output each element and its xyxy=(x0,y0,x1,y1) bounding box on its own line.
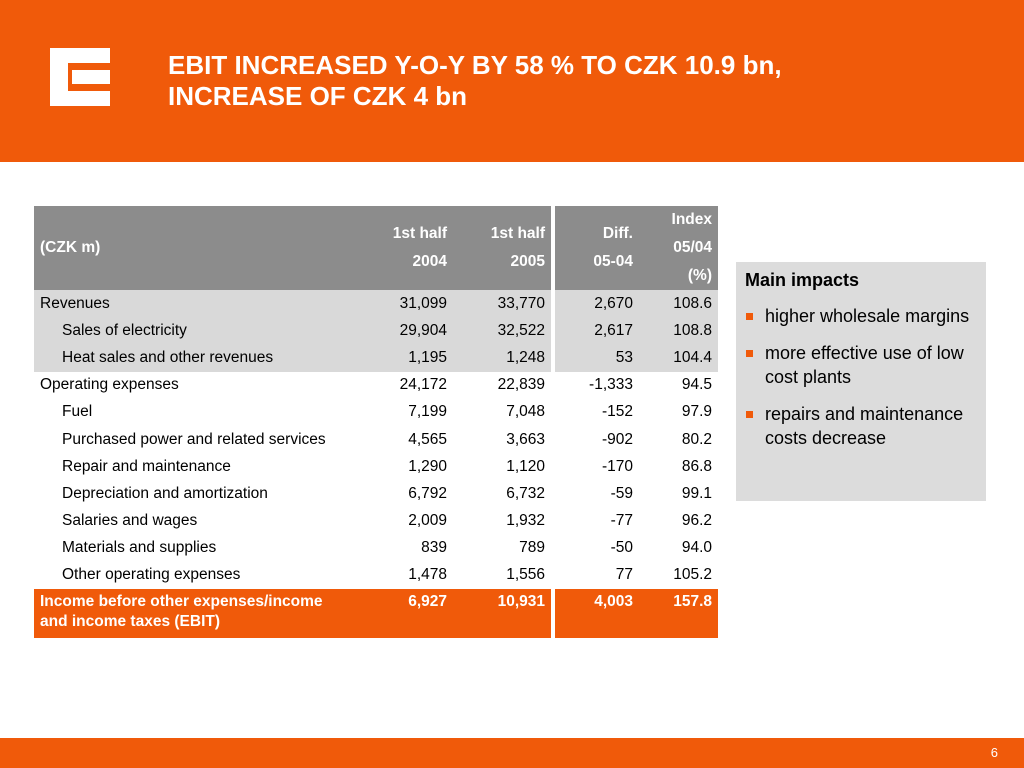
table-row xyxy=(34,535,718,562)
list-item xyxy=(745,341,976,389)
unit-label-header: (CZK m) xyxy=(34,206,369,290)
row-label: Other operating expenses xyxy=(62,566,241,584)
row-label: Materials and supplies xyxy=(62,539,217,557)
row-label: Sales of electricity xyxy=(34,317,369,344)
row-label: Fuel xyxy=(62,403,93,421)
cell-value: 94.0 xyxy=(681,539,712,557)
impact-text: more effective use of low cost plants xyxy=(765,343,964,387)
cell-value: 1,478 xyxy=(408,566,447,584)
cell-value: 1,556 xyxy=(506,566,545,584)
column-header-line: Diff. xyxy=(602,225,633,242)
row-label: Purchased power and related services xyxy=(62,430,326,448)
cell-value: -152 xyxy=(553,399,639,426)
cell-value: 97.9 xyxy=(681,403,712,421)
square-bullet-icon xyxy=(746,411,753,418)
cell-value: 22,839 xyxy=(497,376,545,394)
column-header-diff xyxy=(553,206,639,290)
row-label: Revenues xyxy=(34,290,369,317)
cell-value: -1,333 xyxy=(553,372,639,399)
row-label: Salaries and wages xyxy=(62,512,198,530)
cell-value: -170 xyxy=(553,453,639,480)
cell-value: 108.6 xyxy=(639,290,718,317)
cell-value: 1,248 xyxy=(453,344,553,371)
cell-value: -59 xyxy=(553,480,639,507)
table-row xyxy=(34,508,718,535)
list-item xyxy=(745,304,976,328)
table-row xyxy=(34,344,718,371)
cell-value: 31,099 xyxy=(369,290,453,317)
column-header-index xyxy=(639,206,718,290)
cez-logo-icon xyxy=(50,48,110,106)
column-header-line: (%) xyxy=(687,267,712,284)
table-row xyxy=(34,290,718,317)
header-banner xyxy=(0,0,1024,162)
cell-value: 86.8 xyxy=(681,457,712,475)
cell-value: 3,663 xyxy=(506,430,545,448)
cell-value: 7,048 xyxy=(506,403,545,421)
cell-value: 1,195 xyxy=(369,344,453,371)
cell-value: 80.2 xyxy=(681,430,712,448)
row-label: Operating expenses xyxy=(40,376,179,394)
cell-value: 2,617 xyxy=(553,317,639,344)
cell-value: -902 xyxy=(553,426,639,453)
column-header-line: 05-04 xyxy=(593,253,633,270)
column-header-h1-2004 xyxy=(369,206,453,290)
square-bullet-icon xyxy=(746,350,753,357)
total-value: 4,003 xyxy=(553,589,639,638)
total-value: 157.8 xyxy=(639,589,718,638)
ebit-total-row xyxy=(34,589,718,638)
row-label: Heat sales and other revenues xyxy=(34,344,369,371)
cell-value: -50 xyxy=(553,535,639,562)
cell-value: 105.2 xyxy=(673,566,712,584)
cell-value: 789 xyxy=(519,539,545,557)
page-number: 6 xyxy=(990,745,998,760)
cell-value: 6,792 xyxy=(408,484,447,502)
row-label: Repair and maintenance xyxy=(62,457,231,475)
column-header-line: Index xyxy=(671,211,712,228)
logo-top-bar xyxy=(50,48,110,63)
total-label-line-1: Income before other expenses/income xyxy=(40,593,323,611)
impacts-title: Main impacts xyxy=(745,270,860,290)
slide-title xyxy=(168,50,988,112)
total-label-line-2: and income taxes (EBIT) xyxy=(40,613,221,631)
column-header-h1-2005 xyxy=(453,206,553,290)
cell-value: 32,522 xyxy=(453,317,553,344)
table-row xyxy=(34,317,718,344)
cell-value: 77 xyxy=(553,562,639,589)
cell-value: 2,670 xyxy=(553,290,639,317)
table-row xyxy=(34,372,718,399)
cell-value: 1,932 xyxy=(506,512,545,530)
total-value: 6,927 xyxy=(369,589,453,638)
column-header-line: 2004 xyxy=(412,253,447,270)
row-label: Depreciation and amortization xyxy=(62,484,268,502)
square-bullet-icon xyxy=(746,313,753,320)
impact-text: repairs and maintenance costs decrease xyxy=(765,404,964,448)
main-impacts-panel xyxy=(736,262,986,501)
cell-value: 6,732 xyxy=(506,484,545,502)
total-value: 10,931 xyxy=(453,589,553,638)
cell-value: 33,770 xyxy=(453,290,553,317)
income-statement-table xyxy=(34,206,718,638)
column-header-line: 05/04 xyxy=(673,239,712,256)
cell-value: 1,290 xyxy=(408,457,447,475)
column-header-line: 2005 xyxy=(510,253,545,270)
cell-value: 94.5 xyxy=(681,376,712,394)
table-row xyxy=(34,480,718,507)
list-item xyxy=(745,402,976,450)
footer-bar xyxy=(0,738,1024,768)
cell-value: 24,172 xyxy=(399,376,447,394)
logo-middle-bar xyxy=(72,70,110,84)
logo-bottom-bar xyxy=(50,91,110,106)
cell-value: 29,904 xyxy=(369,317,453,344)
title-line-2: INCREASE OF CZK 4 bn xyxy=(168,81,468,111)
cell-value: 1,120 xyxy=(506,457,545,475)
column-header-line: 1st half xyxy=(392,225,447,242)
table-row xyxy=(34,562,718,589)
cell-value: 7,199 xyxy=(408,403,447,421)
cell-value: -77 xyxy=(553,508,639,535)
table-row xyxy=(34,426,718,453)
table-row xyxy=(34,453,718,480)
cell-value: 2,009 xyxy=(408,512,447,530)
cell-value: 99.1 xyxy=(681,484,712,502)
column-header-line: 1st half xyxy=(490,225,545,242)
cell-value: 108.8 xyxy=(639,317,718,344)
total-label xyxy=(34,589,369,638)
cell-value: 96.2 xyxy=(681,512,712,530)
cell-value: 4,565 xyxy=(408,430,447,448)
cell-value: 104.4 xyxy=(639,344,718,371)
cell-value: 839 xyxy=(421,539,447,557)
cell-value: 53 xyxy=(553,344,639,371)
impact-text: higher wholesale margins xyxy=(765,306,970,326)
table-row xyxy=(34,399,718,426)
table-header-row xyxy=(34,206,718,290)
title-line-1: EBIT INCREASED Y-O-Y BY 58 % TO CZK 10.9 bn, xyxy=(168,50,782,80)
